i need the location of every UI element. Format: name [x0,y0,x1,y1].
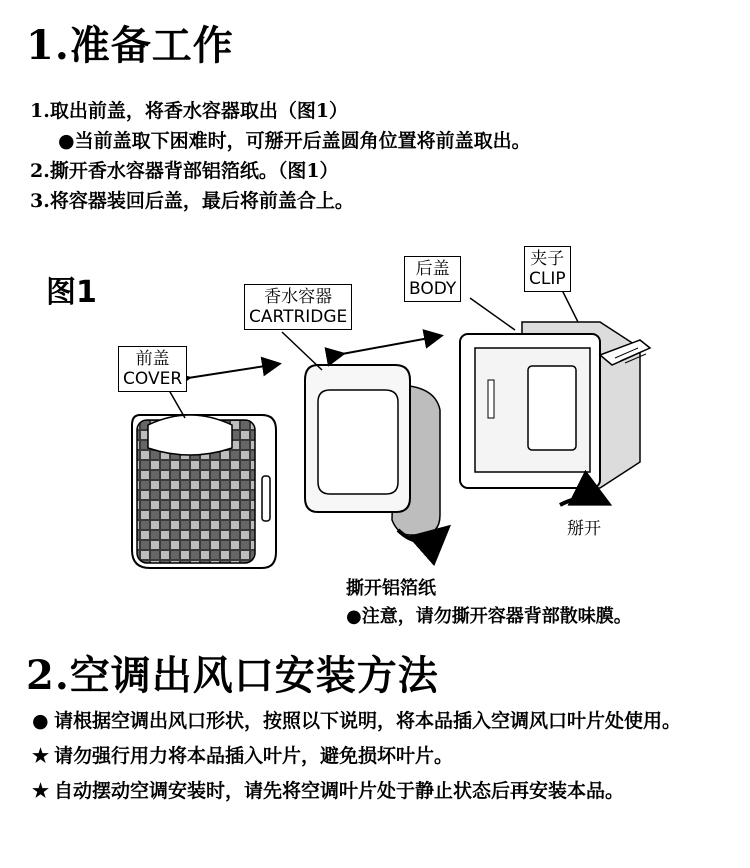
cover-label-cn: 前盖 [135,349,170,369]
cover-callout [118,346,187,392]
cartridge-label-cn: 香水容器 [264,287,333,307]
step-3: 3.将容器装回后盖，最后将前盖合上。 [30,190,354,212]
list-item [32,776,722,807]
star-mark: ★ [32,780,50,802]
list-item-text: 请根据空调出风口形状，按照以下说明，将本品插入空调风口叶片处使用。 [54,710,682,732]
step-1: 1.取出前盖，将香水容器取出（图1） [30,100,349,122]
clip-leader [562,290,578,322]
cover-label-en: COVER [123,369,183,389]
body-label-en: BODY [409,279,457,299]
figure-label: 图1 [46,275,97,310]
clip-label-en: CLIP [529,269,566,289]
bullet-mark: ● [32,710,49,732]
body-label-cn: 后盖 [415,259,450,279]
cover-cartridge-arrow [188,364,278,378]
figure-1-illustration [0,230,750,610]
section-2-list [32,706,722,807]
cartridge-callout [244,284,352,330]
cartridge-body-arrow [342,336,440,354]
cartridge-leader [282,332,322,370]
clip-label-cn: 夹子 [530,249,565,269]
list-item-text: 请勿强行用力将本品插入叶片，避免损坏叶片。 [54,745,454,767]
clip-callout [524,246,571,292]
step-1-note: ●当前盖取下困难时，可掰开后盖圆角位置将前盖取出。 [58,130,531,152]
list-item [32,741,722,772]
cartridge-part [305,365,445,541]
peel-title: 撕开铝箔纸 [346,578,436,599]
list-item-text: 自动摆动空调安装时，请先将空调叶片处于静止状态后再安装本品。 [54,780,625,802]
peel-note: ●注意，请勿撕开容器背部散味膜。 [346,606,632,627]
star-mark: ★ [32,745,50,767]
cover-part [132,415,276,568]
section-2-title: 2.空调出风口安装方法 [26,652,439,699]
step-2: 2.撕开香水容器背部铝箔纸。（图1） [30,160,339,182]
body-leader [470,298,515,330]
section-1-title: 1.准备工作 [26,22,234,69]
body-callout [404,256,461,302]
open-label: 掰开 [567,519,601,539]
cartridge-label-en: CARTRIDGE [249,307,348,327]
list-item [32,706,722,737]
